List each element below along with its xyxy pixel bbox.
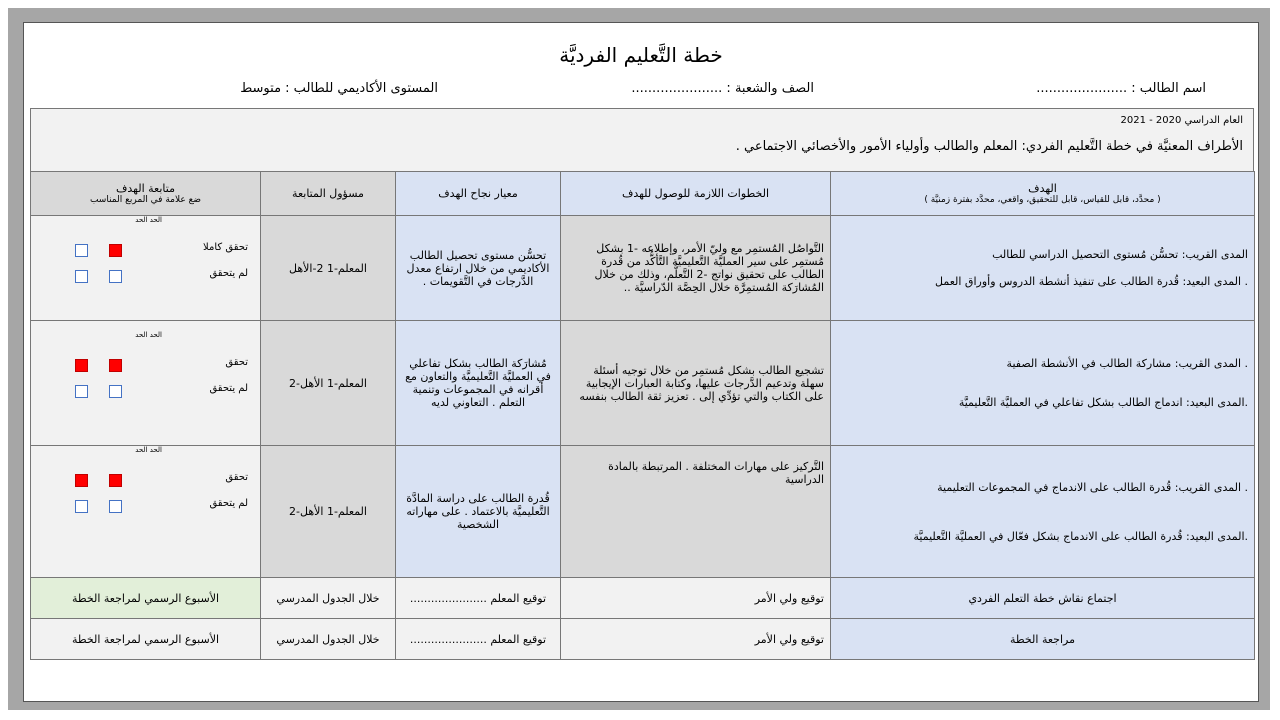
document-page xyxy=(23,22,1259,702)
criteria-cell: قُدرة الطالب على دراسة المادَّة التَّعليميَّة بالاعتماد . على مهاراته الشخصية xyxy=(396,446,561,578)
criteria-cell: تحسُّن مستوى تحصيل الطالب الأكاديمي من خلال ارتفاع معدل الدَّرجات في التَّقويمات . xyxy=(396,216,561,321)
checkbox-not-achieved-2[interactable] xyxy=(75,270,88,283)
header-responsible: مسؤول المتابعة xyxy=(261,172,396,216)
academic-level: المستوى الأكاديمي للطالب : متوسط xyxy=(240,81,438,96)
header-criteria: معيار نجاح الهدف xyxy=(396,172,561,216)
plan-table xyxy=(30,171,1255,660)
checkbox-not-achieved-1[interactable] xyxy=(109,500,122,513)
header-steps: الخطوات اللازمة للوصول للهدف xyxy=(561,172,831,216)
header-goal-sub: ( محدَّد، قابل للقياس، قابل للتحقيق، واقعي، محدَّد بفترة زمنيَّة ) xyxy=(924,195,1161,205)
checkbox-not-achieved-1[interactable] xyxy=(109,270,122,283)
student-name-field: اسم الطالب : ...................... xyxy=(1036,81,1206,96)
tracking-achieved-label: تحقق xyxy=(225,472,248,483)
checkbox-achieved-2[interactable] xyxy=(75,474,88,487)
steps-cell: التَّواصُل المُستمِر مع وليّ الأمر، وإطلاعه -1 بشكل مُستمِر على سير العمليَّة التَّعليميَّة التَّأكُّد من قُدرة الطالب على تحقيق نواتج -2 التَّعلُّم، وذلك من خلال المُشارَكة المُستمِرَّة خلال الحِصَّة الدّراسيَّة .. xyxy=(561,216,831,321)
tracking-top-label: الحد الحد xyxy=(135,446,162,454)
steps-cell: التَّركيز على مهارات المختلفة . المرتبطة بالمادة الدراسية xyxy=(561,446,831,578)
tracking-top-label: الحد الحد xyxy=(135,331,162,339)
tracking-achieved-label: تحقق كاملا xyxy=(203,242,248,253)
tracking-group xyxy=(37,333,254,433)
during-schedule: خلال الجدول المدرسي xyxy=(261,578,396,619)
school-year: العام الدراسي 2020 - 2021 xyxy=(1120,115,1243,126)
checkbox-not-achieved-2[interactable] xyxy=(75,500,88,513)
info-box xyxy=(30,108,1254,173)
checkbox-not-achieved-1[interactable] xyxy=(109,385,122,398)
tracking-not-achieved-label: لم يتحقق xyxy=(209,383,248,394)
criteria-cell: مُشارَكة الطالب بشكل تفاعلي في العمليَّة التَّعليميَّة والتعاون مع أقرانه في المجموعات وتنمية التعلم . التعاوني لديه xyxy=(396,321,561,446)
teacher-signature: توقيع المعلم ...................... xyxy=(396,578,561,619)
header-tracking-label: متابعة الهدف xyxy=(116,182,175,195)
footer-row-review xyxy=(31,619,1255,660)
teacher-signature: توقيع المعلم ...................... xyxy=(396,619,561,660)
tracking-top-label: الحد الحد xyxy=(135,216,162,224)
tracking-cell xyxy=(31,446,261,578)
tracking-cell xyxy=(31,216,261,321)
goal-cell xyxy=(831,321,1255,446)
table-row xyxy=(31,321,1255,446)
checkbox-achieved-1[interactable] xyxy=(109,474,122,487)
footer-row-meeting xyxy=(31,578,1255,619)
document-title: خطة التَّعليم الفرديَّة xyxy=(559,43,723,67)
weekly-review: الأسبوع الرسمي لمراجعة الخطة xyxy=(31,619,261,660)
guardian-signature: توقيع ولي الأمر xyxy=(561,619,831,660)
steps-cell: تشجيع الطالب بشكل مُستمِر من خلال توجيه أسئلة سهلة وتدعيم الدَّرجات عليها، وكتابة العبارات الإيجابية على الكتاب والتي تؤدِّي إلى . تعزيز ثقة الطالب بنفسه xyxy=(561,321,831,446)
tracking-group xyxy=(37,218,254,318)
header-tracking xyxy=(31,172,261,216)
checkbox-achieved-2[interactable] xyxy=(75,359,88,372)
goal-near: المدى القريب: تحسُّن مُستوى التحصيل الدراسي للطالب xyxy=(992,248,1248,261)
goal-far: . المدى البعيد: قُدرة الطالب على تنفيذ أنشطة الدروس وأوراق العمل xyxy=(935,275,1248,288)
checkbox-achieved-1[interactable] xyxy=(109,244,122,257)
checkbox-achieved-2[interactable] xyxy=(75,244,88,257)
tracking-not-achieved-label: لم يتحقق xyxy=(209,498,248,509)
goal-cell xyxy=(831,216,1255,321)
tracking-achieved-label: تحقق xyxy=(225,357,248,368)
header-goal xyxy=(831,172,1255,216)
responsible-cell: المعلم-1 الأهل-2 xyxy=(261,321,396,446)
header-goal-label: الهدف xyxy=(1028,182,1057,195)
weekly-review: الأسبوع الرسمي لمراجعة الخطة xyxy=(31,578,261,619)
footer-label: اجتماع نقاش خطة التعلم الفردي xyxy=(831,578,1255,619)
parties-involved: الأطراف المعنيَّة في خطة التَّعليم الفردي: المعلم والطالب وأولياء الأمور والأخصائي الاجتماعي . xyxy=(735,139,1243,154)
table-row xyxy=(31,216,1255,321)
table-header-row xyxy=(31,172,1255,216)
tracking-cell xyxy=(31,321,261,446)
guardian-signature: توقيع ولي الأمر xyxy=(561,578,831,619)
responsible-cell: المعلم-1 الأهل-2 xyxy=(261,446,396,578)
table-row xyxy=(31,446,1255,578)
during-schedule: خلال الجدول المدرسي xyxy=(261,619,396,660)
checkbox-not-achieved-2[interactable] xyxy=(75,385,88,398)
tracking-group xyxy=(37,448,254,548)
header-tracking-sub: ضع علامة في المربع المناسب xyxy=(89,195,202,205)
goal-cell xyxy=(831,446,1255,578)
responsible-cell: المعلم-1 2-الأهل xyxy=(261,216,396,321)
goal-far: .المدى البعيد: قُدرة الطالب على الاندماج بشكل فعّال في العمليَّة التَّعليميَّة xyxy=(913,529,1248,543)
checkbox-achieved-1[interactable] xyxy=(109,359,122,372)
grade-section-field: الصف والشعبة : ...................... xyxy=(631,81,814,96)
goal-near: . المدى القريب: مشاركة الطالب في الأنشطة الصفية xyxy=(1006,357,1248,370)
goal-near: . المدى القريب: قُدرة الطالب على الاندماج في المجموعات التعليمية xyxy=(937,480,1248,494)
tracking-not-achieved-label: لم يتحقق xyxy=(209,268,248,279)
goal-far: .المدى البعيد: اندماج الطالب بشكل تفاعلي في العمليَّة التَّعليميَّة xyxy=(958,396,1248,409)
footer-label: مراجعة الخطة xyxy=(831,619,1255,660)
